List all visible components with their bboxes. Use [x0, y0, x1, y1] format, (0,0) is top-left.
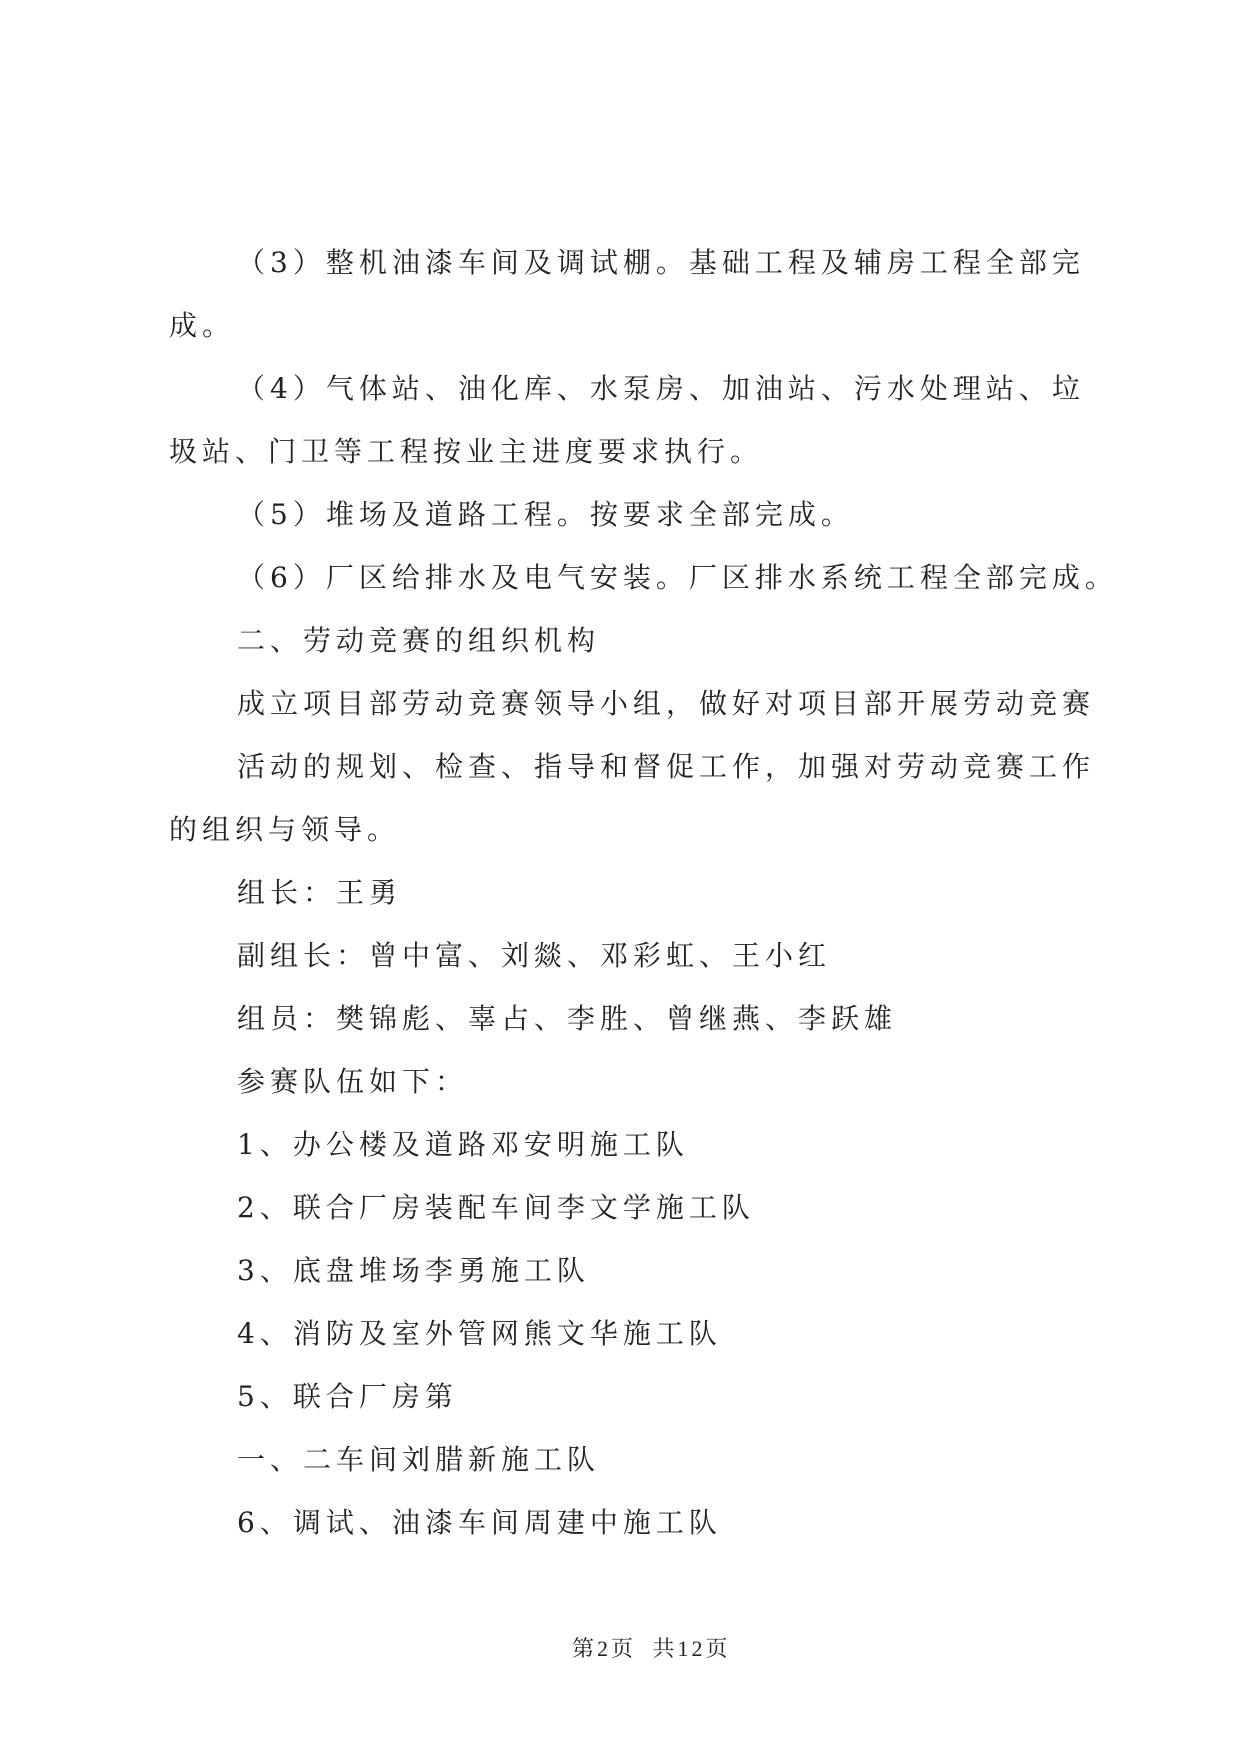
team-leader-line: 组长：王勇	[237, 876, 403, 909]
text-line: 成。	[169, 309, 236, 342]
list-item: 4、消防及室外管网熊文华施工队	[237, 1317, 722, 1350]
page-number: 第2页 共12页	[572, 1636, 731, 1661]
list-item: 1、办公楼及道路邓安明施工队	[237, 1128, 689, 1161]
text-line: （3）整机油漆车间及调试棚。基础工程及辅房工程全部完	[237, 246, 1085, 279]
text-line: 活动的规划、检查、指导和督促工作，加强对劳动竞赛工作	[237, 750, 1096, 783]
section-heading: 二、劳动竞赛的组织机构	[237, 624, 601, 657]
members-line: 组员：樊锦彪、辜占、李胜、曾继燕、李跃雄	[237, 1002, 898, 1035]
text-line: （6）厂区给排水及电气安装。厂区排水系统工程全部完成。	[237, 561, 1118, 594]
list-item: 一、二车间刘腊新施工队	[237, 1443, 601, 1476]
list-item: 2、联合厂房装配车间李文学施工队	[237, 1191, 755, 1224]
text-line: 成立项目部劳动竞赛领导小组，做好对项目部开展劳动竞赛	[237, 687, 1096, 720]
text-line: 的组织与领导。	[169, 813, 401, 846]
deputy-leaders-line: 副组长：曾中富、刘燚、邓彩虹、王小红	[237, 939, 832, 972]
list-item: 6、调试、油漆车间周建中施工队	[237, 1506, 722, 1539]
text-line: （5）堆场及道路工程。按要求全部完成。	[237, 498, 854, 531]
text-line: 圾站、门卫等工程按业主进度要求执行。	[169, 435, 764, 468]
document-body	[169, 231, 1169, 1554]
teams-intro-line: 参赛队伍如下：	[237, 1065, 469, 1098]
list-item: 3、底盘堆场李勇施工队	[237, 1254, 590, 1287]
text-line: （4）气体站、油化库、水泵房、加油站、污水处理站、垃	[237, 372, 1085, 405]
list-item: 5、联合厂房第	[237, 1380, 458, 1413]
